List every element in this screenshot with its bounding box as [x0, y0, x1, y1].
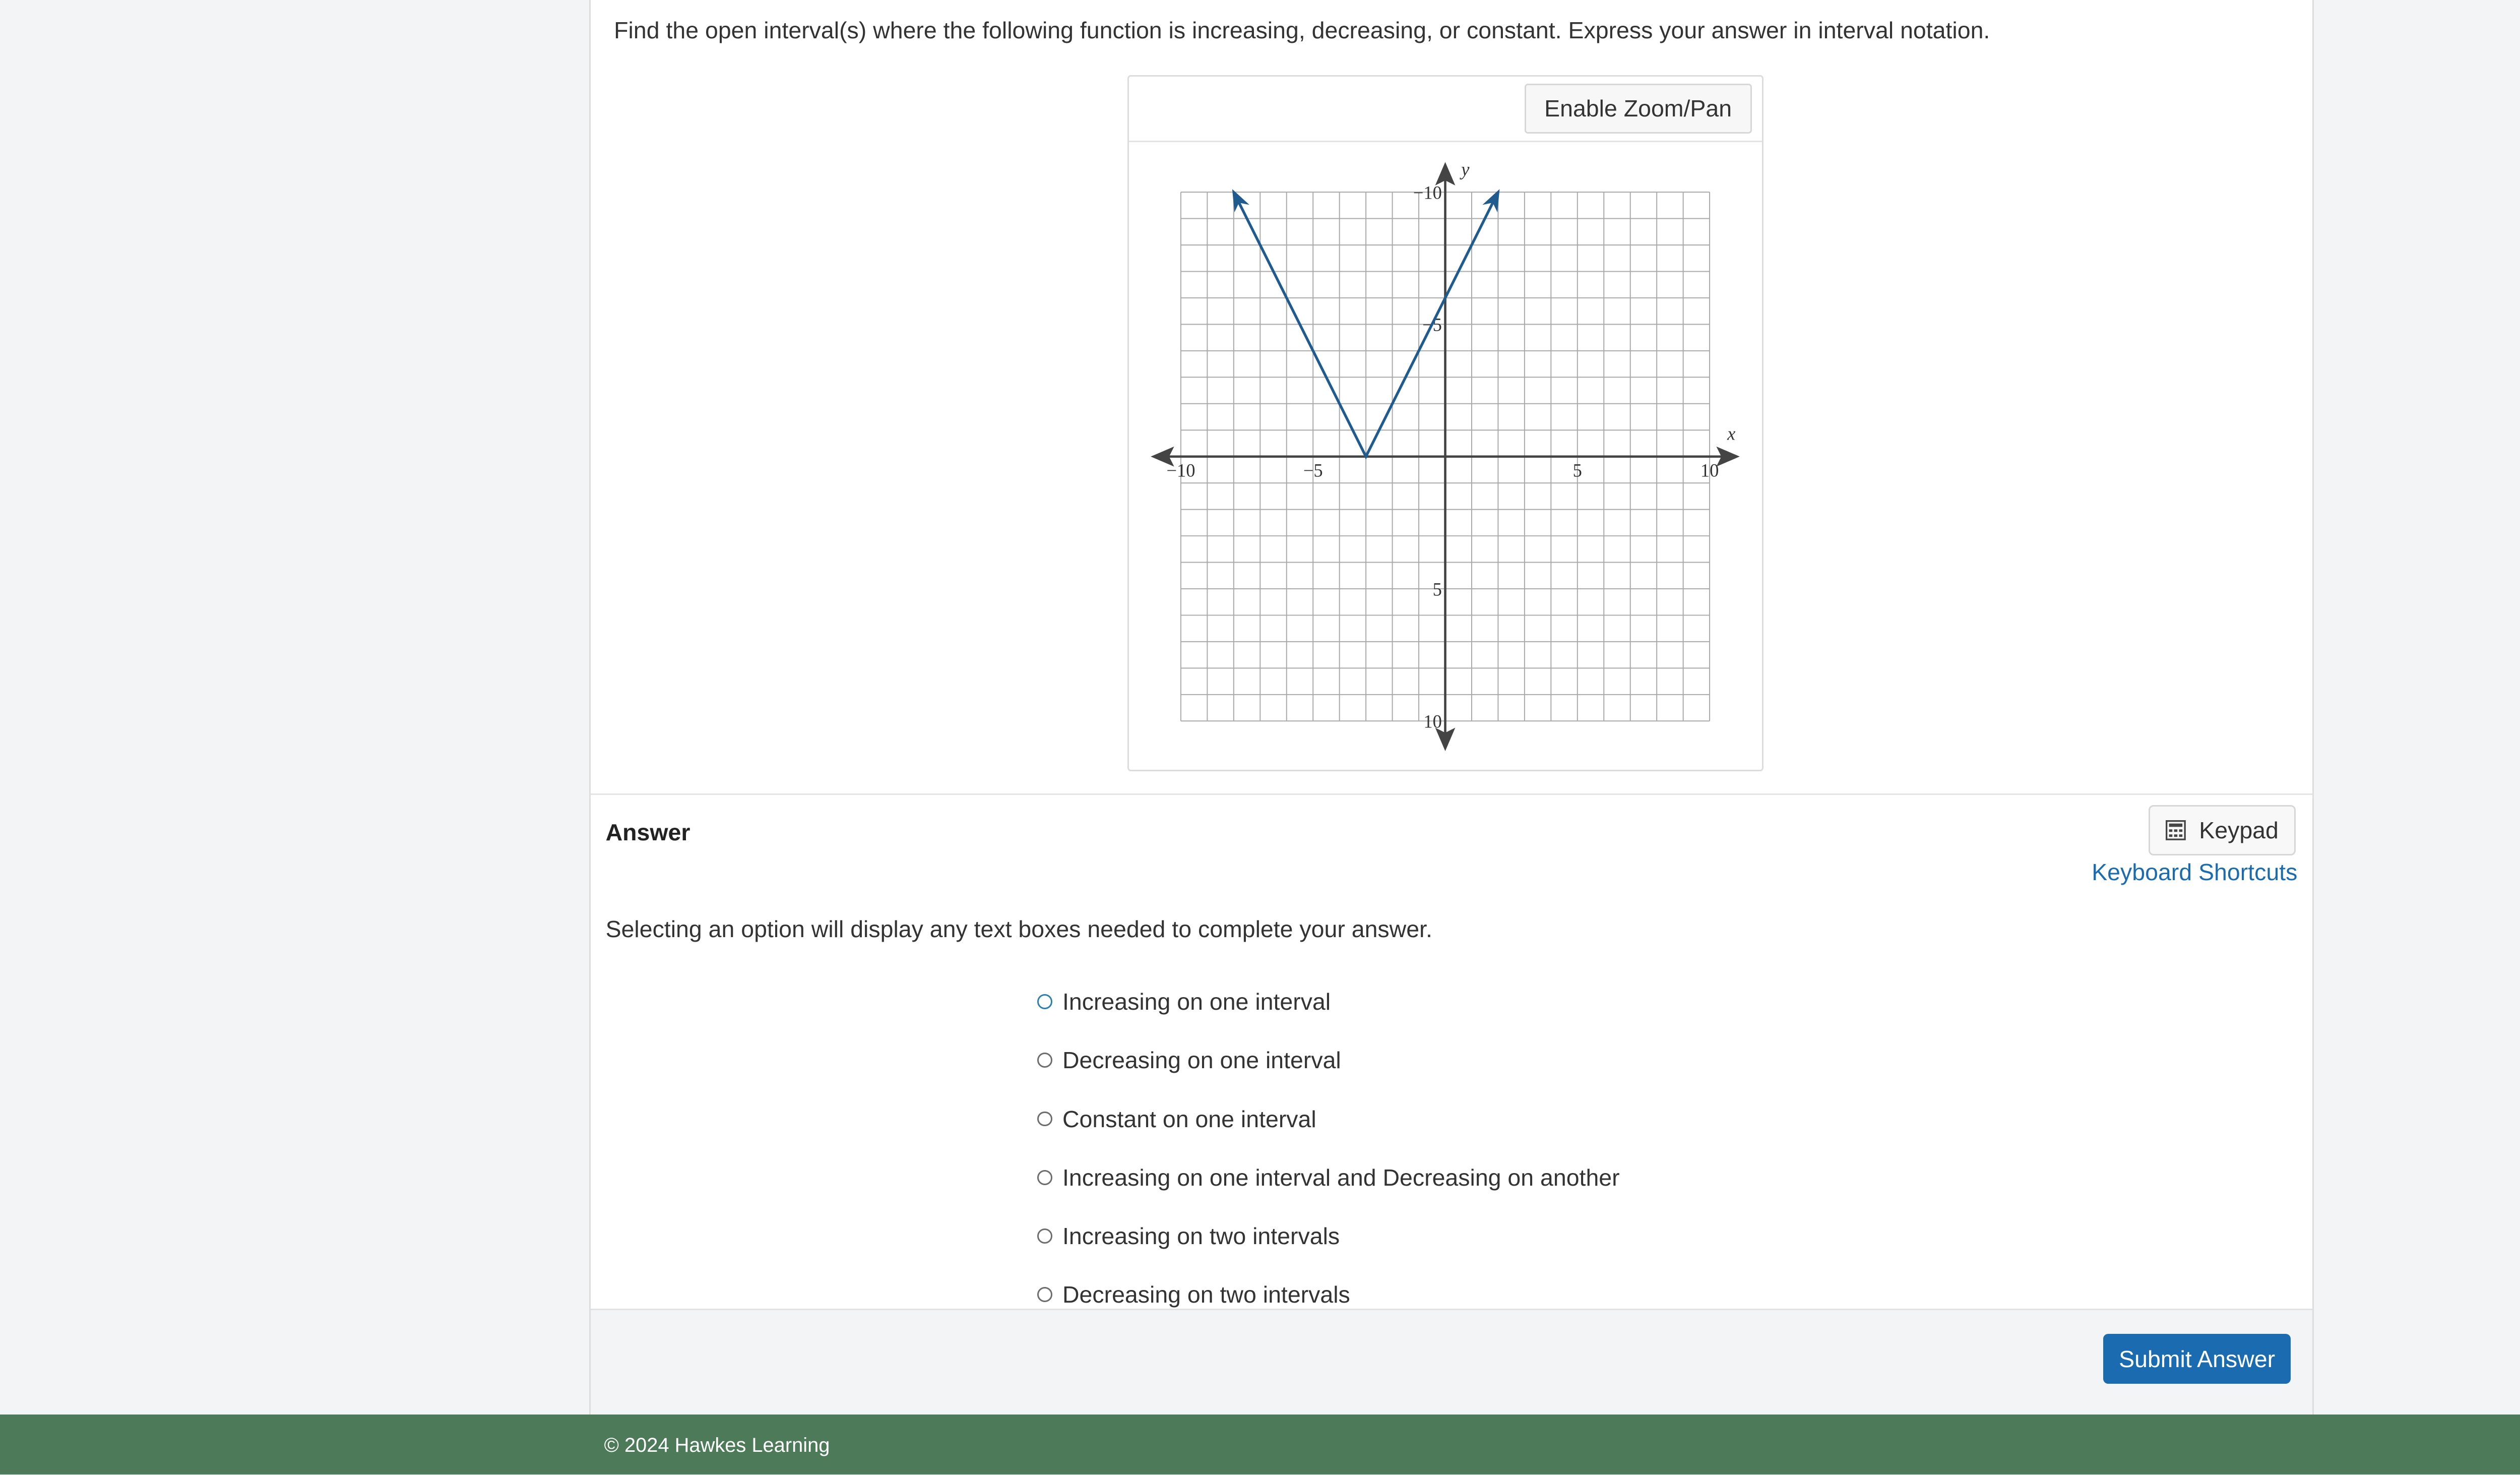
keypad-label: Keypad [2199, 817, 2279, 843]
answer-instructions: Selecting an option will display any text boxes needed to complete your answer. [605, 916, 1432, 943]
radio-button[interactable] [1037, 1287, 1052, 1302]
x-axis-label: x [1727, 423, 1736, 444]
option-label: Decreasing on two intervals [1062, 1281, 1350, 1308]
option-increasing-and-decreasing[interactable] [1037, 1148, 1619, 1207]
keyboard-shortcuts-link[interactable]: Keyboard Shortcuts [2092, 859, 2298, 886]
x-tick-label: 10 [1700, 460, 1719, 481]
y-tick-label: −10 [1413, 182, 1442, 203]
option-increasing-two[interactable] [1037, 1207, 1619, 1265]
option-decreasing-one[interactable] [1037, 1031, 1619, 1089]
submit-answer-button[interactable]: Submit Answer [2103, 1334, 2291, 1384]
answer-options [1037, 972, 1619, 1340]
graph-panel [1127, 75, 1763, 771]
radio-button[interactable] [1037, 1053, 1052, 1068]
submit-bar [591, 1309, 2312, 1416]
x-tick-label: 5 [1573, 460, 1583, 481]
option-label: Increasing on one interval and Decreasing on another [1062, 1164, 1620, 1191]
option-label: Increasing on two intervals [1062, 1222, 1340, 1249]
copyright-text: © 2024 Hawkes Learning [604, 1434, 830, 1457]
y-tick-label: 10 [1423, 711, 1442, 732]
question-card [589, 0, 2314, 1415]
y-tick-label: −5 [1422, 315, 1442, 336]
y-tick-label: 5 [1433, 579, 1442, 600]
keypad-button[interactable] [2149, 805, 2296, 855]
answer-heading: Answer [605, 819, 690, 845]
radio-button[interactable] [1037, 994, 1052, 1009]
question-text: Find the open interval(s) where the following function is increasing, decreasing, or constant. Express your answer in interval notation. [614, 17, 1990, 44]
x-tick-label: −5 [1303, 460, 1324, 481]
function-graph [1129, 77, 1761, 770]
option-label: Decreasing on one interval [1062, 1047, 1341, 1074]
option-label: Increasing on one interval [1062, 989, 1331, 1015]
option-label: Constant on one interval [1062, 1105, 1316, 1132]
calculator-icon [2166, 820, 2186, 840]
option-increasing-one[interactable] [1037, 972, 1619, 1031]
option-constant-one[interactable] [1037, 1089, 1619, 1148]
radio-button[interactable] [1037, 1228, 1052, 1244]
y-axis-label: y [1461, 159, 1470, 180]
radio-button[interactable] [1037, 1112, 1052, 1127]
enable-zoom-pan-button[interactable]: Enable Zoom/Pan [1525, 84, 1752, 134]
x-tick-label: −10 [1166, 460, 1195, 481]
page-footer [0, 1415, 2520, 1475]
radio-button[interactable] [1037, 1170, 1052, 1185]
section-divider [591, 793, 2312, 795]
